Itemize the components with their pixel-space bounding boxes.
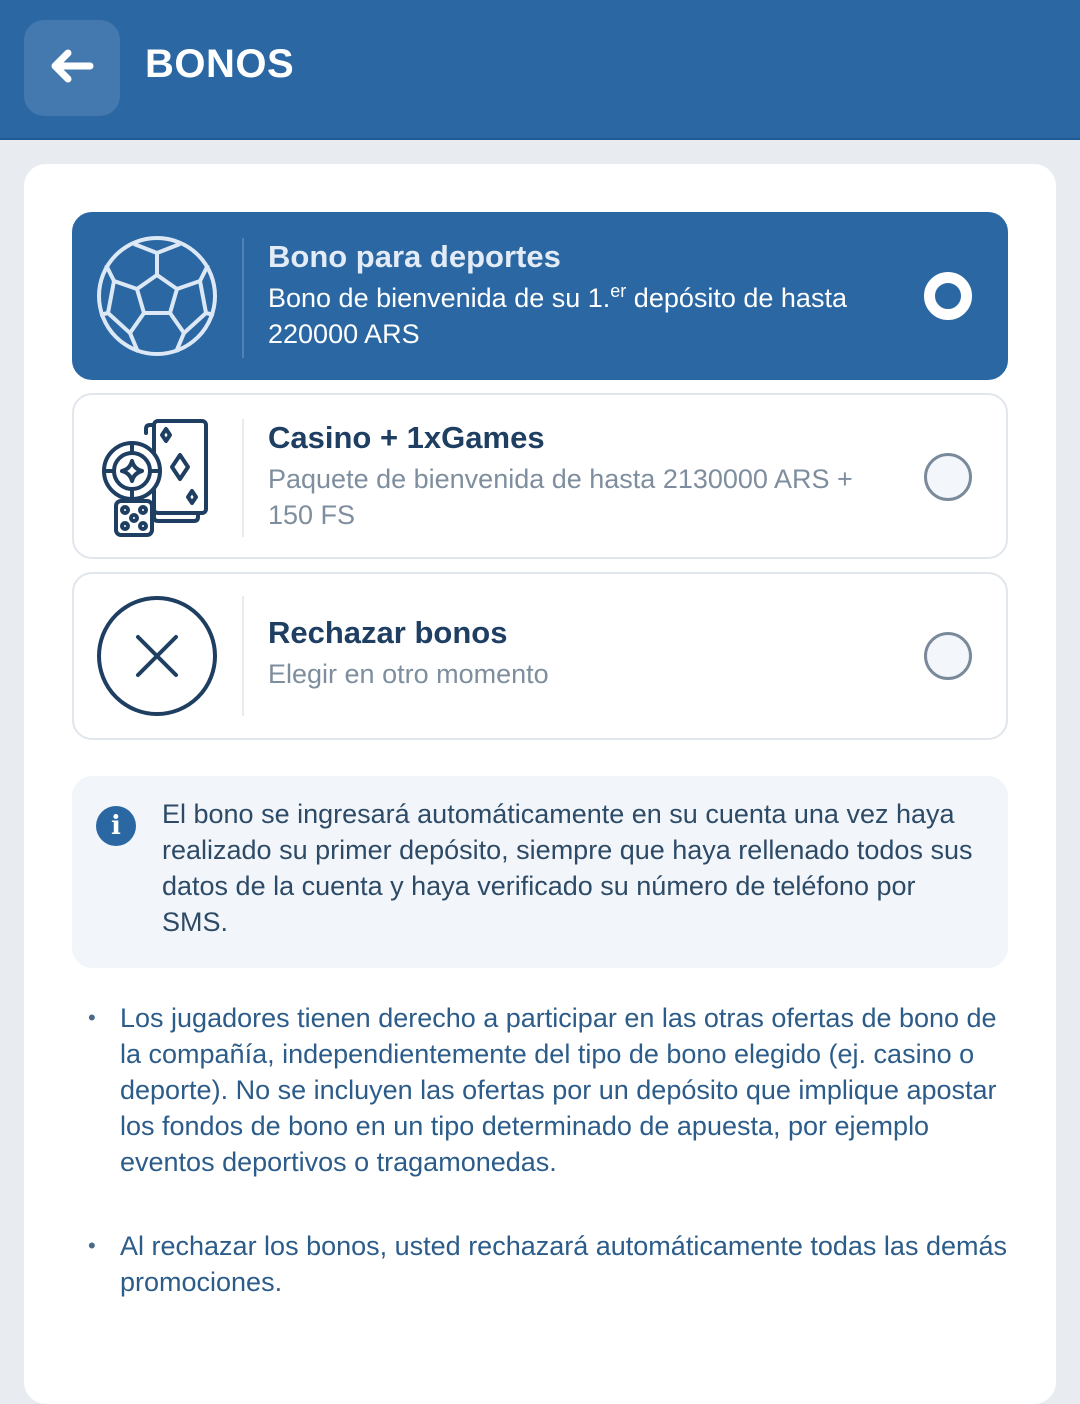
option-description: Paquete de bienvenida de hasta 2130000 ARS + 150 FS xyxy=(268,464,853,530)
radio-sports-bonus[interactable] xyxy=(924,272,972,320)
option-casino-bonus[interactable] xyxy=(72,393,1008,559)
option-description: Bono de bienvenida de su 1.$^{er}$ depósito de hasta 220000 ARS xyxy=(268,281,847,349)
bullet-dot: • xyxy=(88,1005,96,1030)
option-title: Rechazar bonos xyxy=(268,615,508,650)
bonus-card xyxy=(24,164,1056,1404)
bullet-dot: • xyxy=(88,1233,96,1258)
info-text: El bono se ingresará automáticamente en su cuenta una vez haya realizado su primer depósito, siempre que haya rellenado todos sus datos de la cuenta y haya verificado su número de teléfono por SMS. xyxy=(162,799,973,937)
arrow-left-icon xyxy=(50,49,94,88)
app-header xyxy=(0,0,1080,140)
terms-list xyxy=(84,1000,1016,1348)
option-divider xyxy=(242,596,244,716)
soccer-ball-icon xyxy=(96,235,218,357)
terms-item-text: Los jugadores tienen derecho a participar en las otras ofertas de bono de la compañía, independientemente del tipo de bono elegido (ej. casino o deporte). No se incluyen las ofertas por un depósito que implique apostar los fondos de bono en un tipo determinado de apuesta, por ejemplo eventos deportivos o tragamonedas. xyxy=(120,1003,997,1177)
option-divider xyxy=(242,238,244,358)
option-description: Elegir en otro momento xyxy=(268,659,549,689)
terms-item xyxy=(84,1228,1016,1300)
page-title: BONOS xyxy=(145,42,295,86)
option-reject-bonus[interactable] xyxy=(72,572,1008,740)
back-button[interactable] xyxy=(24,20,120,116)
option-divider xyxy=(242,419,244,537)
radio-casino-bonus[interactable] xyxy=(924,453,972,501)
terms-item xyxy=(84,1000,1016,1180)
info-box xyxy=(72,776,1008,968)
option-title: Casino + 1xGames xyxy=(268,420,545,455)
option-sports-bonus[interactable] xyxy=(72,212,1008,380)
terms-item-text: Al rechazar los bonos, usted rechazará automáticamente todas las demás promociones. xyxy=(120,1231,1007,1297)
close-circle-icon xyxy=(96,595,218,717)
info-icon: i xyxy=(96,806,136,846)
casino-cards-chip-dice-icon xyxy=(96,415,218,537)
radio-reject-bonus[interactable] xyxy=(924,632,972,680)
option-title: Bono para deportes xyxy=(268,239,561,274)
